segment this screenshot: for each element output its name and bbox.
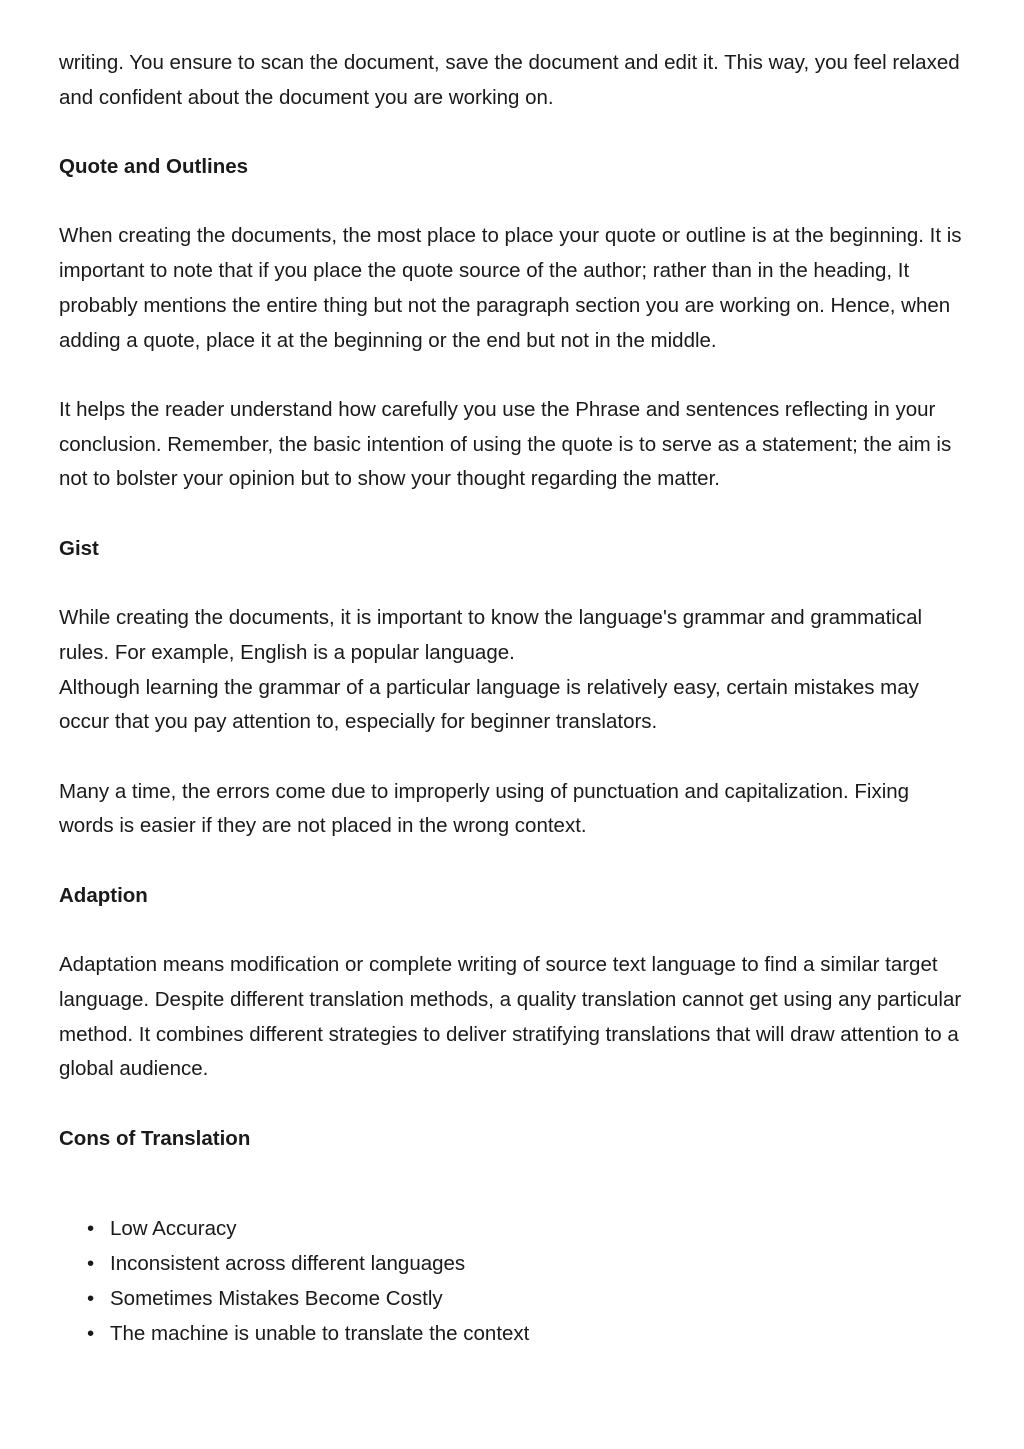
intro-paragraph: writing. You ensure to scan the document, save the document and edit it. This way, you feel relaxed and confident about the document you are working on. [59, 51, 960, 109]
list-item-text: Low Accuracy [110, 1217, 237, 1241]
quote-paragraph-2: It helps the reader understand how carefully you use the Phrase and sentences reflecting in your conclusion. Remember, the basic intention of using the quote is to serve as a statement; the aim is not to bolster your opinion but to show your thought regarding the matter. [59, 397, 952, 491]
list-item-text: Sometimes Mistakes Become Costly [110, 1287, 443, 1311]
gist-paragraph-1b: Although learning the grammar of a particular language is relatively easy, certain mistakes may occur that you pay attention to, especially for beginner translators. [59, 675, 919, 734]
spacer [59, 358, 966, 393]
spacer [59, 844, 966, 879]
spacer [59, 913, 966, 948]
bullet-icon: • [87, 1287, 95, 1311]
list-item-text: The machine is unable to translate the context [110, 1322, 530, 1346]
spacer [59, 566, 966, 601]
bullet-icon: • [87, 1217, 95, 1241]
spacer [59, 185, 966, 220]
spacer [59, 1087, 966, 1122]
heading-adaption: Adaption [59, 883, 148, 907]
bullet-icon: • [87, 1322, 95, 1346]
bullet-icon: • [87, 1252, 95, 1276]
list-item [87, 1282, 966, 1317]
list-item [87, 1247, 966, 1282]
list-item [87, 1212, 966, 1247]
spacer [59, 740, 966, 775]
heading-cons-of-translation: Cons of Translation [59, 1126, 251, 1150]
spacer [59, 1156, 966, 1212]
cons-list [59, 1212, 966, 1352]
list-item [87, 1317, 966, 1352]
adaption-paragraph: Adaptation means modification or complete writing of source text language to find a similar target language. Despite different translation methods, a quality translation cannot get using any particular method. It combines different strategies to deliver stratifying translations that will draw attention to a global audience. [59, 953, 962, 1081]
gist-paragraph-2: Many a time, the errors come due to improperly using of punctuation and capitalization. Fixing words is easier if they are not placed in the wrong context. [59, 779, 910, 838]
spacer [59, 115, 966, 150]
heading-gist: Gist [59, 536, 99, 560]
quote-paragraph-1: When creating the documents, the most place to place your quote or outline is at the beginning. It is important to note that if you place the quote source of the author; rather than in the heading, It probably mentions the entire thing but not the paragraph section you are working on. Hence, when adding a quote, place it at the beginning or the end but not in the middle. [59, 224, 962, 352]
list-item-text: Inconsistent across different languages [110, 1252, 466, 1276]
spacer [59, 497, 966, 532]
gist-paragraph-1a: While creating the documents, it is important to know the language's grammar and grammatical rules. For example, English is a popular language. [59, 606, 923, 664]
heading-quote-and-outlines: Quote and Outlines [59, 155, 249, 179]
